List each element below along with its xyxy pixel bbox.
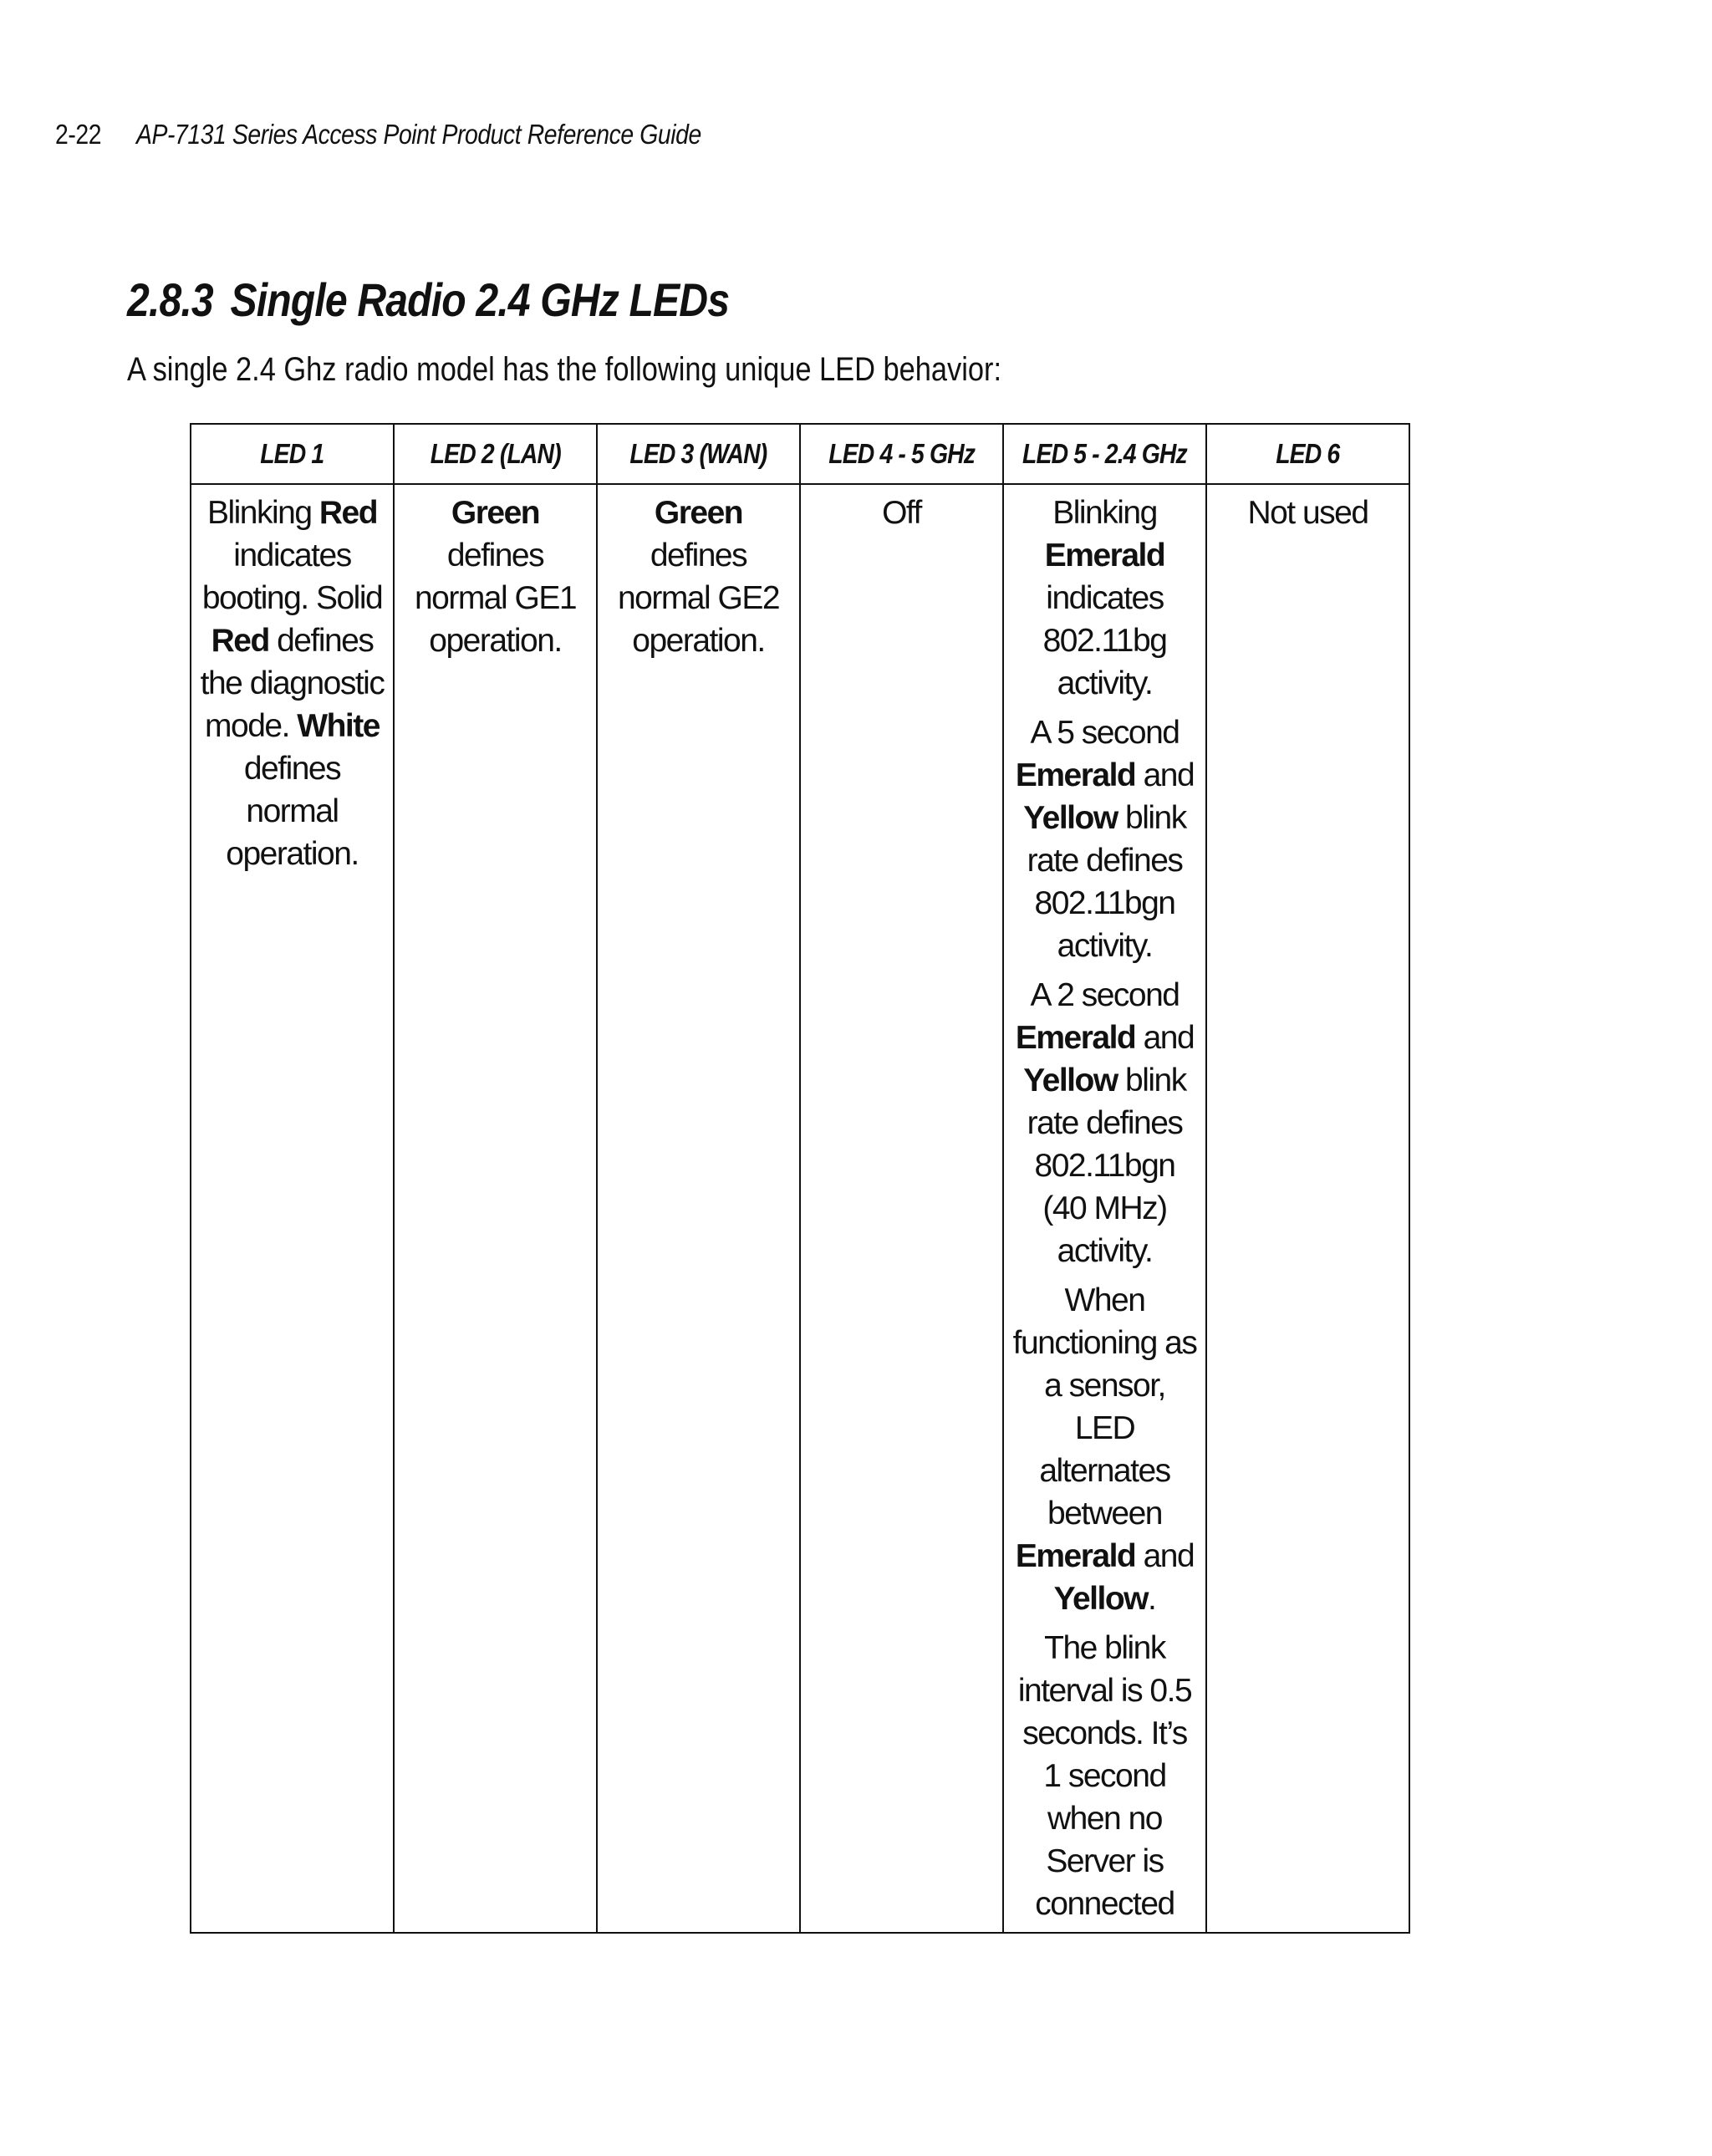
led-5-paragraph-4: When functioning as a sensor, LED alternates between Emerald and Yellow. [1012,1282,1197,1617]
cell-led-3 [597,484,800,1933]
led-5-paragraph-1: Blinking Emerald indicates 802.11bg activity. [1042,495,1167,701]
led-5-paragraph-3: A 2 second Emerald and Yellow blink rate defines 802.11bgn (40 MHz) activity. [1015,977,1195,1269]
led-5-description [1011,492,1199,1925]
header-led-6: LED 6 [1206,424,1409,484]
header-led-4-5ghz: LED 4 - 5 GHz [800,424,1003,484]
led-1-description: Blinking Red indicates booting. Solid Red defines the diagnostic mode. White defines normal operation. [200,495,385,872]
cell-led-4 [800,484,1003,1933]
led-5-paragraph-5: The blink interval is 0.5 seconds. It’s 1 second when no Server is connected [1017,1630,1192,1922]
led-3-description: Green defines normal GE2 operation. [617,495,780,659]
led-2-description: Green defines normal GE1 operation. [414,495,577,659]
running-header [55,119,701,150]
cell-led-5 [1003,484,1206,1933]
intro-paragraph: A single 2.4 Ghz radio model has the following unique LED behavior: [127,351,1002,388]
section-number: 2.8.3 [127,273,213,326]
led-behavior-table [190,423,1410,1934]
section-heading [127,273,729,327]
header-led-2-lan: LED 2 (LAN) [394,424,597,484]
cell-led-2 [394,484,597,1933]
page-number: 2-22 [55,119,102,150]
led-6-description: Not used [1247,495,1368,531]
header-led-3-wan: LED 3 (WAN) [597,424,800,484]
led-5-paragraph-2: A 5 second Emerald and Yellow blink rate defines 802.11bgn activity. [1015,715,1195,964]
table-header-row [191,424,1409,484]
section-title: Single Radio 2.4 GHz LEDs [230,273,730,326]
cell-led-1 [191,484,394,1933]
cell-led-6 [1206,484,1409,1933]
table-row [191,484,1409,1933]
guide-title: AP-7131 Series Access Point Product Reference Guide [135,119,701,150]
header-led-1: LED 1 [191,424,394,484]
led-4-description: Off [882,495,921,531]
header-led-5-24ghz: LED 5 - 2.4 GHz [1003,424,1206,484]
